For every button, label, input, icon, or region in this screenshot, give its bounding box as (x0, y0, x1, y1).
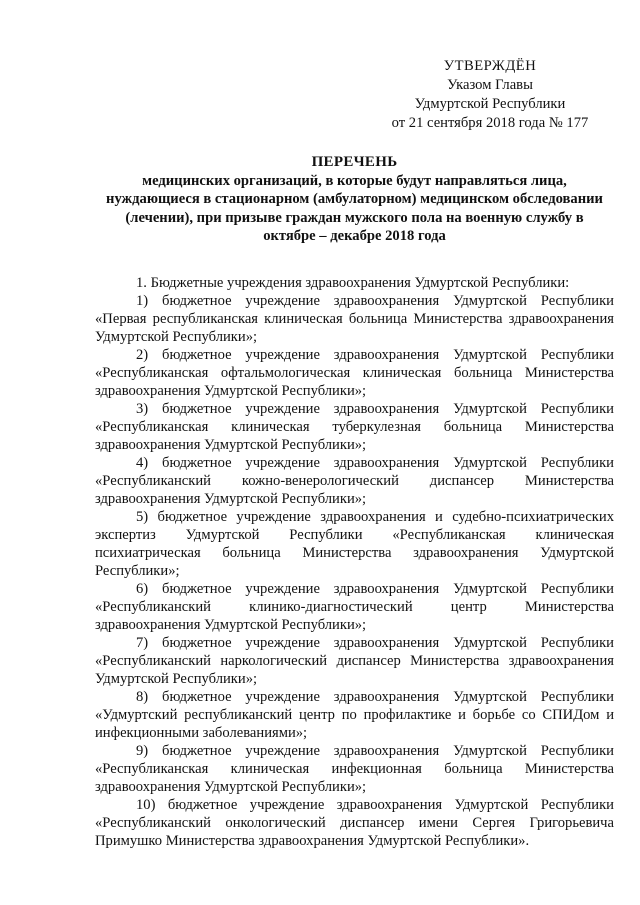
document-body (95, 274, 614, 850)
list-item: 8) бюджетное учреждение здравоохранения Удмуртской Республики «Удмуртский республиканский центр по профилактике и борьбе со СПИДом и инфекционными заболеваниями»; (95, 689, 614, 741)
title-heading: ПЕРЕЧЕНЬ (311, 154, 398, 170)
title-line-4: октябре – декабре 2018 года (263, 227, 446, 244)
approval-stamp (360, 57, 620, 133)
section-title: 1. Бюджетные учреждения здравоохранения Удмуртской Республики: (136, 275, 570, 291)
title-line-1: медицинских организаций, в которые будут направляться лица, (142, 173, 567, 189)
list-item: 3) бюджетное учреждение здравоохранения Удмуртской Республики «Республиканская клиническая туберкулезная больница Министерства здравоохранения Удмуртской Республики»; (95, 401, 614, 453)
approval-heading: УТВЕРЖДЁН (443, 58, 537, 74)
title-line-3: (лечении), при призыве граждан мужского пола на военную службу в (125, 209, 584, 226)
list-item: 5) бюджетное учреждение здравоохранения и судебно-психиатрических экспертиз Удмуртской Республики «Республиканская клиническая психиатрическая больница Министерства здравоохранения Удмуртской Республики»; (95, 509, 614, 579)
approval-line-1: Указом Главы (447, 77, 533, 93)
approval-line-2: Удмуртской Республики (414, 96, 566, 112)
list-item: 10) бюджетное учреждение здравоохранения Удмуртской Республики «Республиканский онкологический диспансер имени Сергея Григорьевича Примушко Министерства здравоохранения Удмуртской Республики». (95, 797, 614, 849)
list-item: 2) бюджетное учреждение здравоохранения Удмуртской Республики «Республиканская офтальмологическая клиническая больница Министерства здравоохранения Удмуртской Республики»; (95, 347, 614, 399)
title-line-2: нуждающиеся в стационарном (амбулаторном) медицинском обследовании (106, 191, 603, 208)
list-item: 4) бюджетное учреждение здравоохранения Удмуртской Республики «Республиканский кожно-венерологический диспансер Министерства здравоохранения Удмуртской Республики»; (95, 455, 614, 507)
list-item: 6) бюджетное учреждение здравоохранения Удмуртской Республики «Республиканский клинико-диагностический центр Министерства здравоохранения Удмуртской Республики»; (95, 581, 614, 633)
list-item: 9) бюджетное учреждение здравоохранения Удмуртской Республики «Республиканская клиническая инфекционная больница Министерства здравоохранения Удмуртской Республики»; (95, 743, 614, 795)
approval-line-3: от 21 сентября 2018 года № 177 (391, 115, 589, 131)
list-item: 1) бюджетное учреждение здравоохранения Удмуртской Республики «Первая республиканская клиническая больница Министерства здравоохранения Удмуртской Республики»; (95, 293, 614, 345)
document-title (95, 153, 614, 245)
list-item: 7) бюджетное учреждение здравоохранения Удмуртской Республики «Республиканский наркологический диспансер Министерства здравоохранения Удмуртской Республики»; (95, 635, 614, 687)
